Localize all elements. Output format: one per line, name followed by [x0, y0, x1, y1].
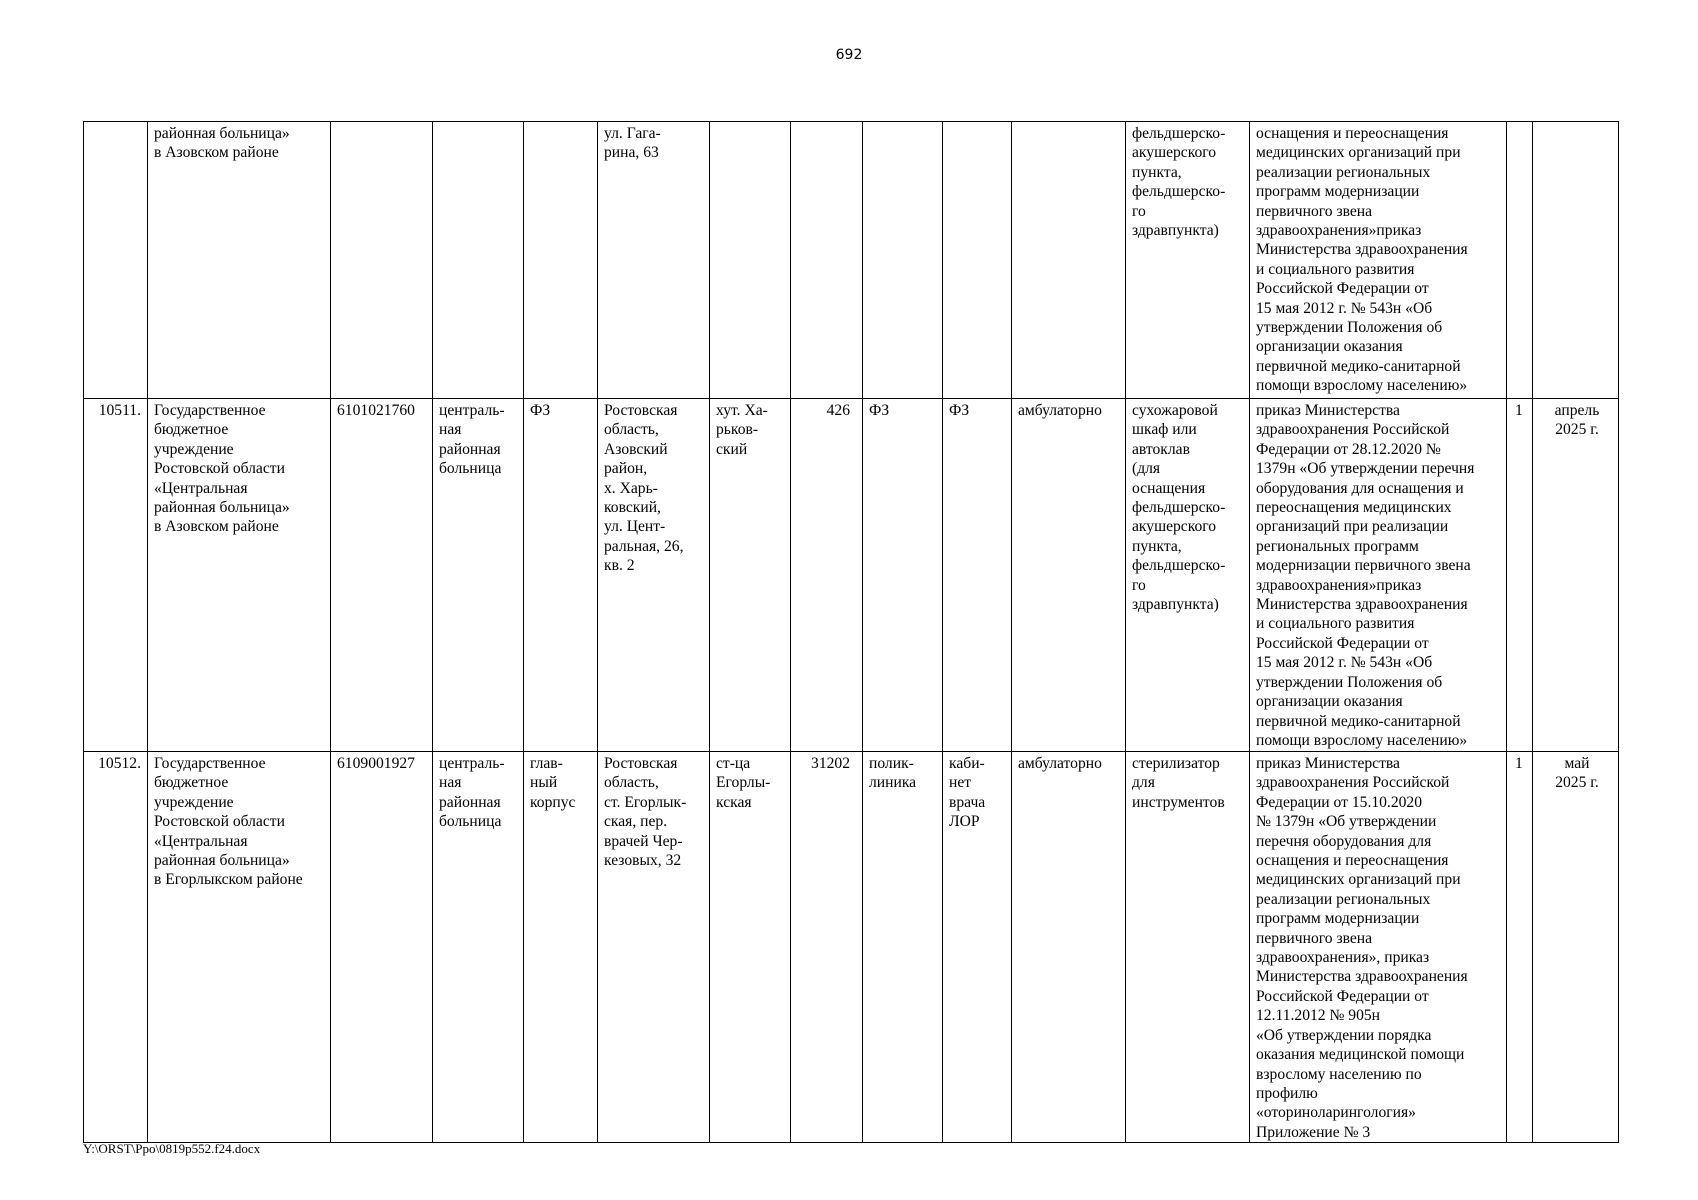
care-form: амбулаторно	[1012, 399, 1126, 752]
building: ФЗ	[524, 399, 598, 752]
table-row	[84, 122, 1619, 399]
population: 31202	[791, 752, 863, 1143]
organization-type: централь- ная районная больница	[433, 752, 524, 1143]
row-number: 10511.	[84, 399, 148, 752]
care-form: амбулаторно	[1012, 752, 1126, 1143]
equipment: сухожаровой шкаф или автоклав (для оснащения фельдшерско- акушерского пункта, фельдшерско- го здравпункта)	[1126, 399, 1250, 752]
address: Ростовская область, ст. Егорлык- ская, пер. врачей Чер- кезовых, 32	[598, 752, 710, 1143]
settlement	[710, 122, 791, 399]
inn-code: 6101021760	[331, 399, 433, 752]
page-number: 692	[835, 47, 863, 63]
unit: полик- линика	[863, 752, 943, 1143]
organization-name: Государственное бюджетное учреждение Ростовской области «Центральная районная больница» в Егорлыкском районе	[148, 752, 331, 1143]
settlement: хут. Ха- рьков- ский	[710, 399, 791, 752]
building	[524, 122, 598, 399]
inn-code: 6109001927	[331, 752, 433, 1143]
inn-code	[331, 122, 433, 399]
date: апрель 2025 г.	[1533, 399, 1619, 752]
settlement: ст-ца Егорлы- кская	[710, 752, 791, 1143]
equipment-table	[83, 121, 1619, 1143]
organization-type	[433, 122, 524, 399]
date	[1533, 122, 1619, 399]
room	[943, 122, 1012, 399]
address: ул. Гага- рина, 63	[598, 122, 710, 399]
organization-type: централь- ная районная больница	[433, 399, 524, 752]
quantity: 1	[1507, 752, 1533, 1143]
unit: ФЗ	[863, 399, 943, 752]
legal-basis: оснащения и переоснащения медицинских организаций при реализации региональных программ модернизации первичного звена здравоохранения»приказ Министерства здравоохранения и социального развития Российской Федерации от 15 мая 2012 г. № 543н «Об утверждении Положения об организации оказания первичной медико-санитарной помощи взрослому населению»	[1250, 122, 1507, 399]
address: Ростовская область, Азовский район, х. Харь- ковский, ул. Цент- ральная, 26, кв. 2	[598, 399, 710, 752]
date: май 2025 г.	[1533, 752, 1619, 1143]
table-row	[84, 752, 1619, 1143]
population	[791, 122, 863, 399]
quantity: 1	[1507, 399, 1533, 752]
room: каби- нет врача ЛОР	[943, 752, 1012, 1143]
organization-name: Государственное бюджетное учреждение Ростовской области «Центральная районная больница» в Азовском районе	[148, 399, 331, 752]
footer-file-path: Y:\ORST\Ppo\0819p552.f24.docx	[83, 1141, 261, 1156]
unit	[863, 122, 943, 399]
table-row	[84, 399, 1619, 752]
quantity	[1507, 122, 1533, 399]
care-form	[1012, 122, 1126, 399]
equipment: фельдшерско- акушерского пункта, фельдшерско- го здравпункта)	[1126, 122, 1250, 399]
organization-name: районная больница» в Азовском районе	[148, 122, 331, 399]
legal-basis: приказ Министерства здравоохранения Российской Федерации от 15.10.2020 № 1379н «Об утверждении перечня оборудования для оснащения и переоснащения медицинских организаций при реализации региональных программ модернизации первичного звена здравоохранения», приказ Министерства здравоохранения Российской Федерации от 12.11.2012 № 905н «Об утверждении порядка оказания медицинской помощи взрослому населению по профилю «оториноларингология» Приложение № 3	[1250, 752, 1507, 1143]
row-number: 10512.	[84, 752, 148, 1143]
row-number	[84, 122, 148, 399]
building: глав- ный корпус	[524, 752, 598, 1143]
room: ФЗ	[943, 399, 1012, 752]
legal-basis: приказ Министерства здравоохранения Российской Федерации от 28.12.2020 № 1379н «Об утверждении перечня оборудования для оснащения и переоснащения медицинских организаций при реализации региональных программ модернизации первичного звена здравоохранения»приказ Министерства здравоохранения и социального развития Российской Федерации от 15 мая 2012 г. № 543н «Об утверждении Положения об организации оказания первичной медико-санитарной помощи взрослому населению»	[1250, 399, 1507, 752]
equipment: стерилизатор для инструментов	[1126, 752, 1250, 1143]
population: 426	[791, 399, 863, 752]
